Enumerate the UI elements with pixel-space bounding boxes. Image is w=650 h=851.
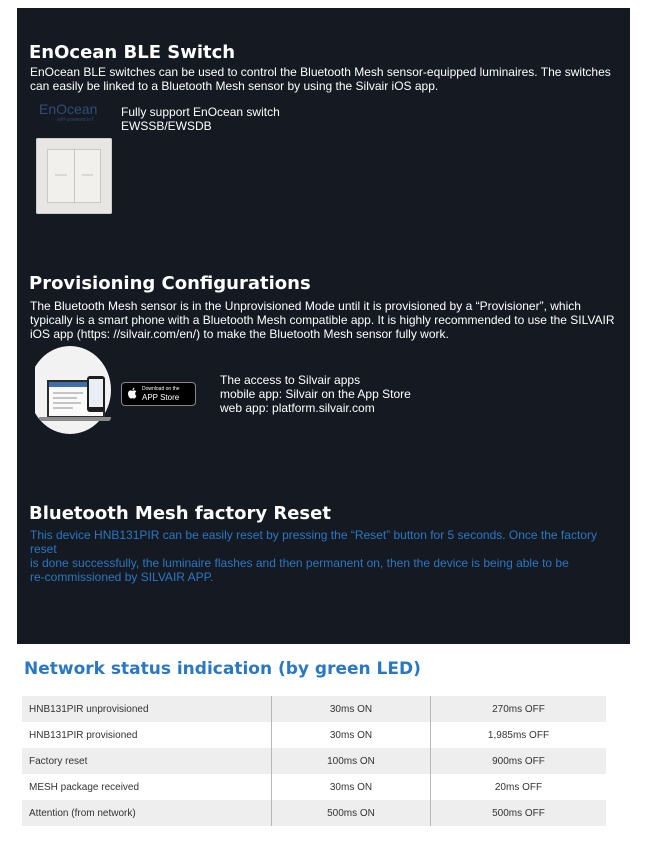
app-store-badge[interactable]	[121, 382, 196, 406]
off-duration-cell: 270ms OFF	[431, 696, 607, 722]
state-cell: HNB131PIR unprovisioned	[22, 696, 272, 722]
enocean-switch-image	[36, 138, 112, 214]
table-row	[22, 800, 606, 826]
enocean-caption-line2: EWSSB/EWSDB	[121, 119, 212, 133]
laptop-base	[39, 417, 111, 421]
reset-text-line2: is done successfully, the luminaire flashes and then permanent on, then the device is being able to be	[30, 556, 569, 570]
state-cell: Factory reset	[22, 748, 272, 774]
phone-illustration	[87, 376, 105, 412]
on-duration-cell: 100ms ON	[272, 748, 431, 774]
off-duration-cell: 20ms OFF	[431, 774, 607, 800]
silvair-access-line2: mobile app: Silvair on the App Store	[220, 387, 411, 401]
provisioning-title: Provisioning Configurations	[29, 273, 311, 294]
table-row	[22, 722, 606, 748]
apple-icon	[127, 387, 137, 399]
enocean-title: EnOcean BLE Switch	[29, 42, 236, 63]
dark-info-panel	[17, 8, 630, 644]
table-row	[22, 774, 606, 800]
reset-text-line1: This device HNB131PIR can be easily reset by pressing the “Reset” button for 5 seconds. Once the factory reset	[30, 528, 597, 556]
on-duration-cell: 30ms ON	[272, 722, 431, 748]
state-cell: MESH package received	[22, 774, 272, 800]
enocean-logo: EnOcean	[39, 101, 98, 117]
network-status-title: Network status indication (by green LED)	[24, 659, 421, 679]
silvair-app-image	[35, 346, 111, 436]
switch-rocker-left	[48, 150, 75, 202]
reset-title: Bluetooth Mesh factory Reset	[29, 503, 331, 524]
off-duration-cell: 1,985ms OFF	[431, 722, 607, 748]
table-row	[22, 696, 606, 722]
table-row	[22, 748, 606, 774]
enocean-logo-subtext: self-powered IoT	[57, 117, 95, 123]
reset-text-line3: re-commissioned by SILVAIR APP.	[30, 570, 214, 584]
on-duration-cell: 30ms ON	[272, 696, 431, 722]
enocean-description: EnOcean BLE switches can be used to control the Bluetooth Mesh sensor-equipped luminaires. The switches can easily be linked to a Bluetooth Mesh sensor by using the Silvair iOS app.	[30, 65, 611, 93]
switch-rocker-right	[75, 150, 101, 202]
app-store-main-text: APP Store	[142, 393, 180, 402]
switch-rocker-frame	[47, 149, 101, 203]
network-status-table	[22, 696, 606, 826]
off-duration-cell: 900ms OFF	[431, 748, 607, 774]
on-duration-cell: 30ms ON	[272, 774, 431, 800]
state-cell: Attention (from network)	[22, 800, 272, 826]
app-store-small-text: Download on the	[142, 386, 180, 392]
provisioning-description: The Bluetooth Mesh sensor is in the Unprovisioned Mode until it is provisioned by a “Provisioner”, which typically is a smart phone with a Bluetooth Mesh compatible app. It is highly recommended to use the SILVAIR iOS app (https: //silvair.com/en/) to make the Bluetooth Mesh sensor fully work.	[30, 299, 615, 341]
silvair-access-line3: web app: platform.silvair.com	[220, 401, 375, 415]
off-duration-cell: 500ms OFF	[431, 800, 607, 826]
enocean-caption-line1: Fully support EnOcean switch	[121, 105, 280, 119]
on-duration-cell: 500ms ON	[272, 800, 431, 826]
silvair-access-line1: The access to Silvair apps	[220, 373, 361, 387]
state-cell: HNB131PIR provisioned	[22, 722, 272, 748]
